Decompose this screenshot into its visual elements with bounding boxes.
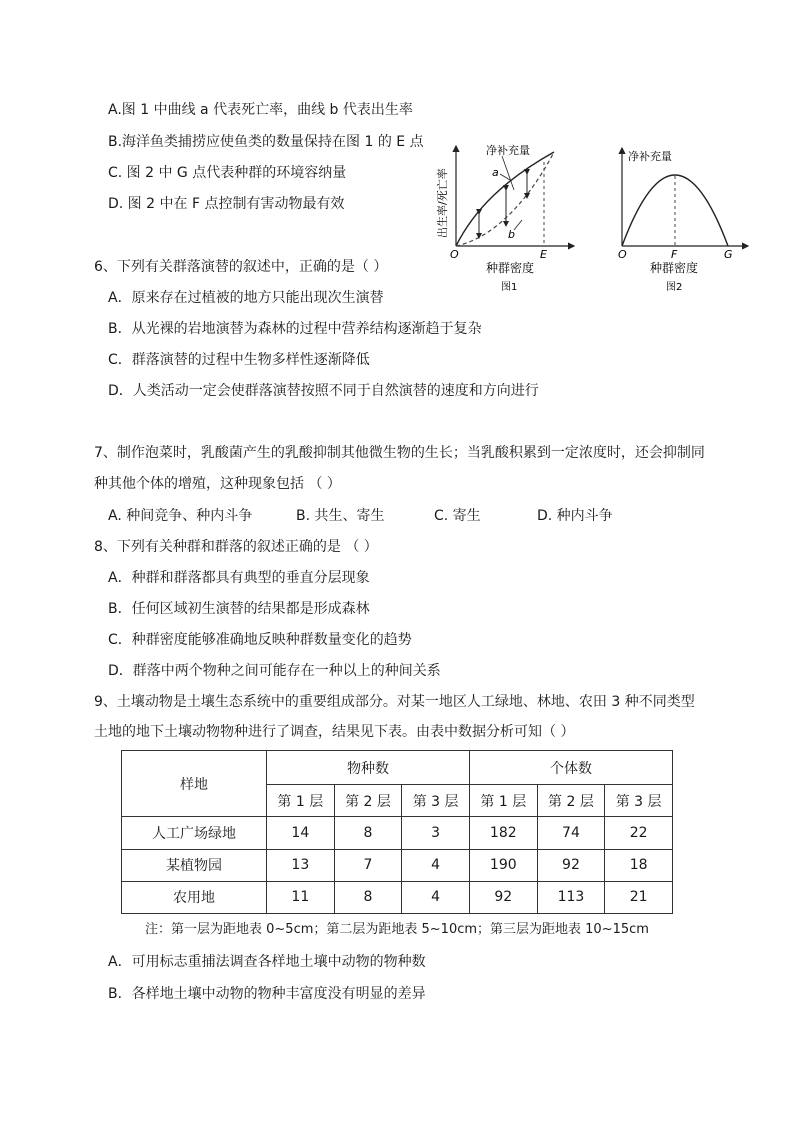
table-cell: 4 (402, 881, 470, 913)
q9-option-a: A．可用标志重捕法调查各样地土壤中动物的物种数 (108, 954, 426, 970)
table-cell: 22 (605, 817, 673, 849)
fig1-xlabel: 种群密度 (486, 261, 535, 275)
figure-1 (424, 140, 594, 295)
q8-option-a: A．种群和群落都具有典型的垂直分层现象 (108, 570, 370, 586)
figure-2 (610, 140, 760, 295)
fig1-origin: O (450, 248, 459, 261)
table-cell: 13 (267, 849, 335, 881)
q7-stem-line2: 种其他个体的增殖，这种现象包括 （ ） (94, 476, 341, 492)
layer-header: 第 3 层 (402, 785, 470, 817)
q7-option-a: A. 种间竞争、种内斗争 (108, 508, 253, 524)
q5-option-a: A.图 1 中曲线 a 代表死亡率，曲线 b 代表出生率 (108, 102, 413, 118)
table-cell: 8 (334, 817, 402, 849)
q5-option-b: B.海洋鱼类捕捞应使鱼类的数量保持在图 1 的 E 点 (108, 134, 424, 150)
table-cell: 190 (469, 849, 537, 881)
fig2-caption: 图2 (666, 282, 683, 293)
table-cell: 8 (334, 881, 402, 913)
table-cell: 7 (334, 849, 402, 881)
q5-option-c: C. 图 2 中 G 点代表种群的环境容纳量 (108, 165, 347, 181)
table-cell: 74 (537, 817, 605, 849)
site-name: 某植物园 (122, 849, 267, 881)
table-cell: 21 (605, 881, 673, 913)
layer-header: 第 3 层 (605, 785, 673, 817)
table-cell: 14 (267, 817, 335, 849)
q5-option-d: D. 图 2 中在 F 点控制有害动物最有效 (108, 196, 345, 212)
table-cell: 182 (469, 817, 537, 849)
header-species: 物种数 (267, 751, 470, 785)
q7-option-d: D. 种内斗争 (537, 508, 613, 524)
q8-option-c: C．种群密度能够准确地反映种群数量变化的趋势 (108, 632, 412, 648)
fig1-caption: 图1 (501, 282, 518, 293)
table-cell: 18 (605, 849, 673, 881)
q7-option-b: B. 共生、寄生 (296, 508, 385, 524)
table-row (122, 849, 673, 881)
table-cell: 4 (402, 849, 470, 881)
fig1-curve-a (456, 152, 554, 246)
q7-stem-line1: 7、制作泡菜时，乳酸菌产生的乳酸抑制其他微生物的生长；当乳酸积累到一定浓度时，还会抑制同 (94, 445, 705, 461)
fig1-curve-label: 净补充量 (486, 144, 530, 157)
layer-header: 第 2 层 (334, 785, 402, 817)
table-cell: 92 (537, 849, 605, 881)
header-site: 样地 (122, 751, 267, 817)
fig2-origin: O (618, 248, 627, 261)
fig1-label-b: b (508, 228, 515, 241)
table-cell: 113 (537, 881, 605, 913)
q9-option-b: B．各样地土壤中动物的物种丰富度没有明显的差异 (108, 986, 426, 1002)
q8-stem: 8、下列有关种群和群落的叙述正确的是 （ ） (94, 539, 378, 555)
table-cell: 92 (469, 881, 537, 913)
fig1-tick-e: E (540, 248, 547, 261)
q7-option-c: C. 寄生 (434, 508, 481, 524)
table-cell: 11 (267, 881, 335, 913)
table-note: 注：第一层为距地表 0~5cm；第二层为距地表 5~10cm；第三层为距地表 10~15cm (145, 922, 649, 937)
table-row (122, 881, 673, 913)
q6-option-b: B．从光裸的岩地演替为森林的过程中营养结构逐渐趋于复杂 (108, 321, 482, 337)
q9-stem-line2: 土地的地下土壤动物物种进行了调查，结果见下表。由表中数据分析可知（ ） (94, 724, 575, 740)
q6-option-a: A．原来存在过植被的地方只能出现次生演替 (108, 290, 384, 306)
fig2-tick-g: G (724, 248, 733, 261)
q8-option-d: D．群落中两个物种之间可能存在一种以上的种间关系 (108, 663, 441, 679)
fig2-curve (622, 175, 728, 246)
table-row (122, 817, 673, 849)
q6-stem: 6、下列有关群落演替的叙述中，正确的是（ ） (94, 259, 388, 275)
fig2-tick-f: F (671, 248, 678, 261)
site-name: 人工广场绿地 (122, 817, 267, 849)
layer-header: 第 1 层 (469, 785, 537, 817)
q6-option-d: D．人类活动一定会使群落演替按照不同于自然演替的速度和方向进行 (108, 383, 539, 399)
q8-option-b: B．任何区域初生演替的结果都是形成森林 (108, 601, 370, 617)
layer-header: 第 1 层 (267, 785, 335, 817)
q9-stem-line1: 9、土壤动物是土壤生态系统中的重要组成部分。对某一地区人工绿地、林地、农田 3 种不同类型 (94, 694, 695, 710)
layer-header: 第 2 层 (537, 785, 605, 817)
fig2-xlabel: 种群密度 (650, 261, 699, 275)
fig1-curve-b (456, 152, 554, 246)
fig2-ylabel: 净补充量 (628, 150, 672, 163)
site-name: 农用地 (122, 881, 267, 913)
q6-option-c: C．群落演替的过程中生物多样性逐渐降低 (108, 352, 370, 368)
header-individuals: 个体数 (469, 751, 672, 785)
survey-table (121, 750, 673, 914)
fig1-label-a: a (492, 166, 499, 179)
fig1-ylabel: 出生率/死亡率 (436, 168, 449, 238)
table-cell: 3 (402, 817, 470, 849)
